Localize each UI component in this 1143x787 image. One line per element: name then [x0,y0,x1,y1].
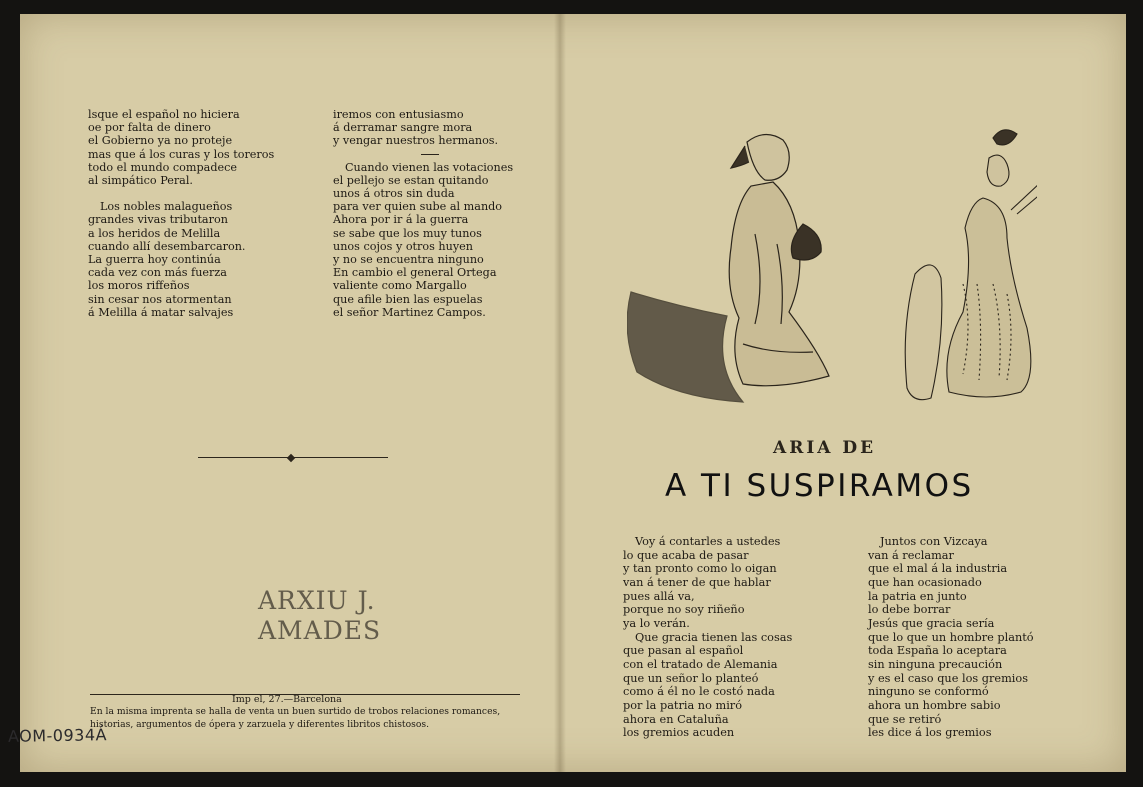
song-title: A TI SUSPIRAMOS [665,468,974,504]
verse-line: como á él no le costó nada [623,685,775,699]
verse-line: los gremios acuden [623,726,735,740]
right-verse-column-1 [623,535,792,740]
verse-line: todo el mundo compadece [88,160,238,174]
stamp-line: AMADES [258,616,382,645]
right-verse-column-2 [868,535,1034,740]
verse-line: valiente como Margallo [333,279,467,293]
verse-line: Cuando vienen las votaciones [345,160,514,174]
verse-line: á Melilla á matar salvajes [88,305,234,319]
verse-line: y vengar nuestros hermanos. [333,134,499,148]
verse-line: y tan pronto como lo oigan [623,562,777,576]
verse-line: que lo que un hombre plantó [868,630,1034,644]
verse-line: grandes vivas tributaron [88,213,228,227]
verse-line: se sabe que los muy tunos [333,226,482,240]
verse-line: con el tratado de Alemania [623,657,778,671]
verse-line: Ahora por ir á la guerra [333,213,469,227]
verse-line: En cambio el general Ortega [333,266,497,280]
verse-line: van á tener de que hablar [623,575,771,589]
verse-line: ahora en Cataluña [623,712,729,726]
verse-line: á derramar sangre mora [333,121,473,135]
verse-line: lo debe borrar [868,603,951,617]
verse-line: ahora un hombre sabio [868,698,1001,712]
imprint-title: Imp el, 27.—Barcelona [232,694,342,705]
broadside-sheet [20,14,1126,772]
verse-line: sin ninguna precaución [868,657,1003,671]
verse-line: por la patria no miró [623,698,743,712]
woman-figure-left [627,134,829,402]
archive-stamp [258,586,382,646]
left-page [20,14,560,772]
verse-line: para ver quien sube al mando [333,200,503,214]
verse-line: sin cesar nos atormentan [88,292,232,306]
verse-line: al simpático Peral. [88,174,193,188]
verse-line: Que gracia tienen las cosas [635,630,793,644]
verse-line: les dice á los gremios [868,726,992,740]
verse-line: el señor Martinez Campos. [333,305,486,319]
verse-line: pues allá va, [623,589,695,603]
verse-line: Juntos con Vizcaya [880,535,988,548]
left-verse-column-1 [88,108,274,319]
verse-line: el Gobierno ya no proteje [88,134,233,148]
verse-line: ya lo verán. [623,616,690,630]
verse-line: cada vez con más fuerza [88,266,227,280]
verse-line: que se retiró [868,712,942,726]
stamp-line: ARXIU J. [258,586,376,615]
verse-line: que pasan al español [623,644,744,658]
verse-line: oe por falta de dinero [88,121,211,135]
verse-line: Jesús que gracia sería [868,616,995,630]
verse-line: lo que acaba de pasar [623,548,749,562]
verse-line [333,148,513,161]
verse-line: toda España lo aceptara [868,644,1007,658]
woman-figure-right [905,130,1037,400]
verse-line: La guerra hoy continúa [88,253,221,267]
verse-line: lsque el español no hiciera [88,108,240,121]
archive-signature: AOM-0934Á [7,725,108,746]
ornamental-divider [198,457,388,458]
verse-line: Los nobles malagueños [100,200,233,214]
verse-line: cuando allí desembarcaron. [88,239,246,253]
verse-line: los moros riffeños [88,279,190,293]
verse-line: que el mal á la industria [868,562,1008,576]
verse-line: unos cojos y otros huyen [333,239,473,253]
verse-line: y no se encuentra ninguno [333,253,484,267]
verse-line: que han ocasionado [868,575,982,589]
verse-line: van á reclamar [868,548,954,562]
verse-line: porque no soy riñeño [623,603,745,617]
aria-label: ARIA DE [773,438,877,458]
verse-line: a los heridos de Melilla [88,226,221,240]
imprint-text: En la misma imprenta se halla de venta un buen surtido de trobos relaciones romances, historias, argumentos de ópera y zarzuela y diferentes libritos chistosos. [90,706,501,730]
verse-line: el pellejo se estan quitando [333,173,489,187]
verse-line: mas que á los curas y los toreros [88,147,275,161]
right-page [560,14,1126,772]
verse-line: que afile bien las espuelas [333,292,483,306]
verse-line: y es el caso que los gremios [868,671,1029,685]
verse-line: la patria en junto [868,589,967,603]
verse-line: iremos con entusiasmo [333,108,464,121]
verse-line: que un señor lo planteó [623,671,759,685]
verse-line [88,187,274,200]
left-verse-column-2 [333,108,513,319]
verse-line: ninguno se conformó [868,685,989,699]
verse-line: unos á otros sin duda [333,187,455,201]
engraving-illustration [627,114,1037,414]
verse-line: Voy á contarles a ustedes [635,535,781,548]
